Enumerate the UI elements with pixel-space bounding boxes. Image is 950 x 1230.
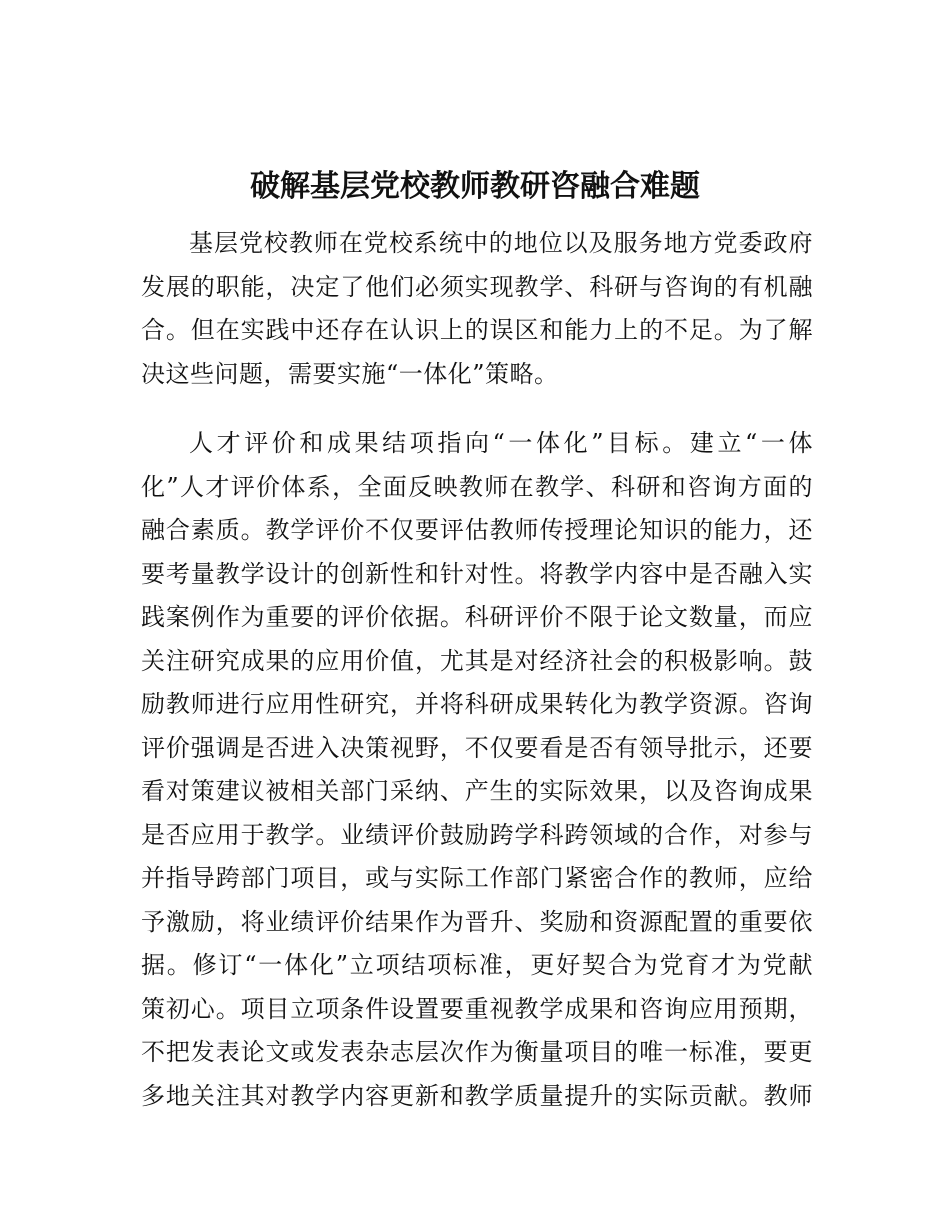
article-body: [141, 222, 813, 1118]
text-line: 不把发表论文或发表杂志层次作为衡量项目的唯一标准，要更: [141, 1038, 813, 1066]
text-line: 决这些问题，需要实施“一体化”策略。: [141, 359, 559, 388]
text-line: 据。修订“一体化”立项结项标准，更好契合为党育才为党献: [141, 951, 813, 979]
text-line: 多地关注其对教学内容更新和教学质量提升的实际贡献。教师: [141, 1081, 813, 1110]
text-line: 策初心。项目立项条件设置要重视教学成果和咨询应用预期，: [141, 994, 813, 1023]
text-line: 融合素质。教学评价不仅要评估教师传授理论知识的能力，还: [141, 516, 813, 544]
text-line: 看对策建议被相关部门采纳、产生的实际效果，以及咨询成果: [141, 777, 813, 805]
paragraph-evaluation: [141, 422, 813, 1118]
paragraph-intro: [141, 222, 813, 396]
text-line: 并指导跨部门项目，或与实际工作部门紧密合作的教师，应给: [141, 864, 813, 892]
text-line: 化”人才评价体系，全面反映教师在教学、科研和咨询方面的: [141, 472, 813, 501]
text-line: 践案例作为重要的评价依据。科研评价不限于论文数量，而应: [141, 603, 813, 631]
text-line: 是否应用于教学。业绩评价鼓励跨学科跨领域的合作，对参与: [141, 820, 813, 849]
text-line: 关注研究成果的应用价值，尤其是对经济社会的积极影响。鼓: [141, 646, 813, 675]
text-line: 人才评价和成果结项指向“一体化”目标。建立“一体: [189, 429, 813, 457]
text-line: 基层党校教师在党校系统中的地位以及服务地方党委政府: [189, 229, 813, 257]
text-line: 励教师进行应用性研究，并将科研成果转化为教学资源。咨询: [141, 690, 813, 718]
text-line: 合。但在实践中还存在认识上的误区和能力上的不足。为了解: [141, 316, 813, 344]
text-line: 发展的职能，决定了他们必须实现教学、科研与咨询的有机融: [141, 272, 813, 301]
text-line: 评价强调是否进入决策视野，不仅要看是否有领导批示，还要: [141, 733, 813, 762]
text-line: 予激励，将业绩评价结果作为晋升、奖励和资源配置的重要依: [141, 907, 813, 936]
text-line: 要考量教学设计的创新性和针对性。将教学内容中是否融入实: [141, 559, 813, 588]
page-title: 破解基层党校教师教研咨融合难题: [250, 169, 700, 204]
